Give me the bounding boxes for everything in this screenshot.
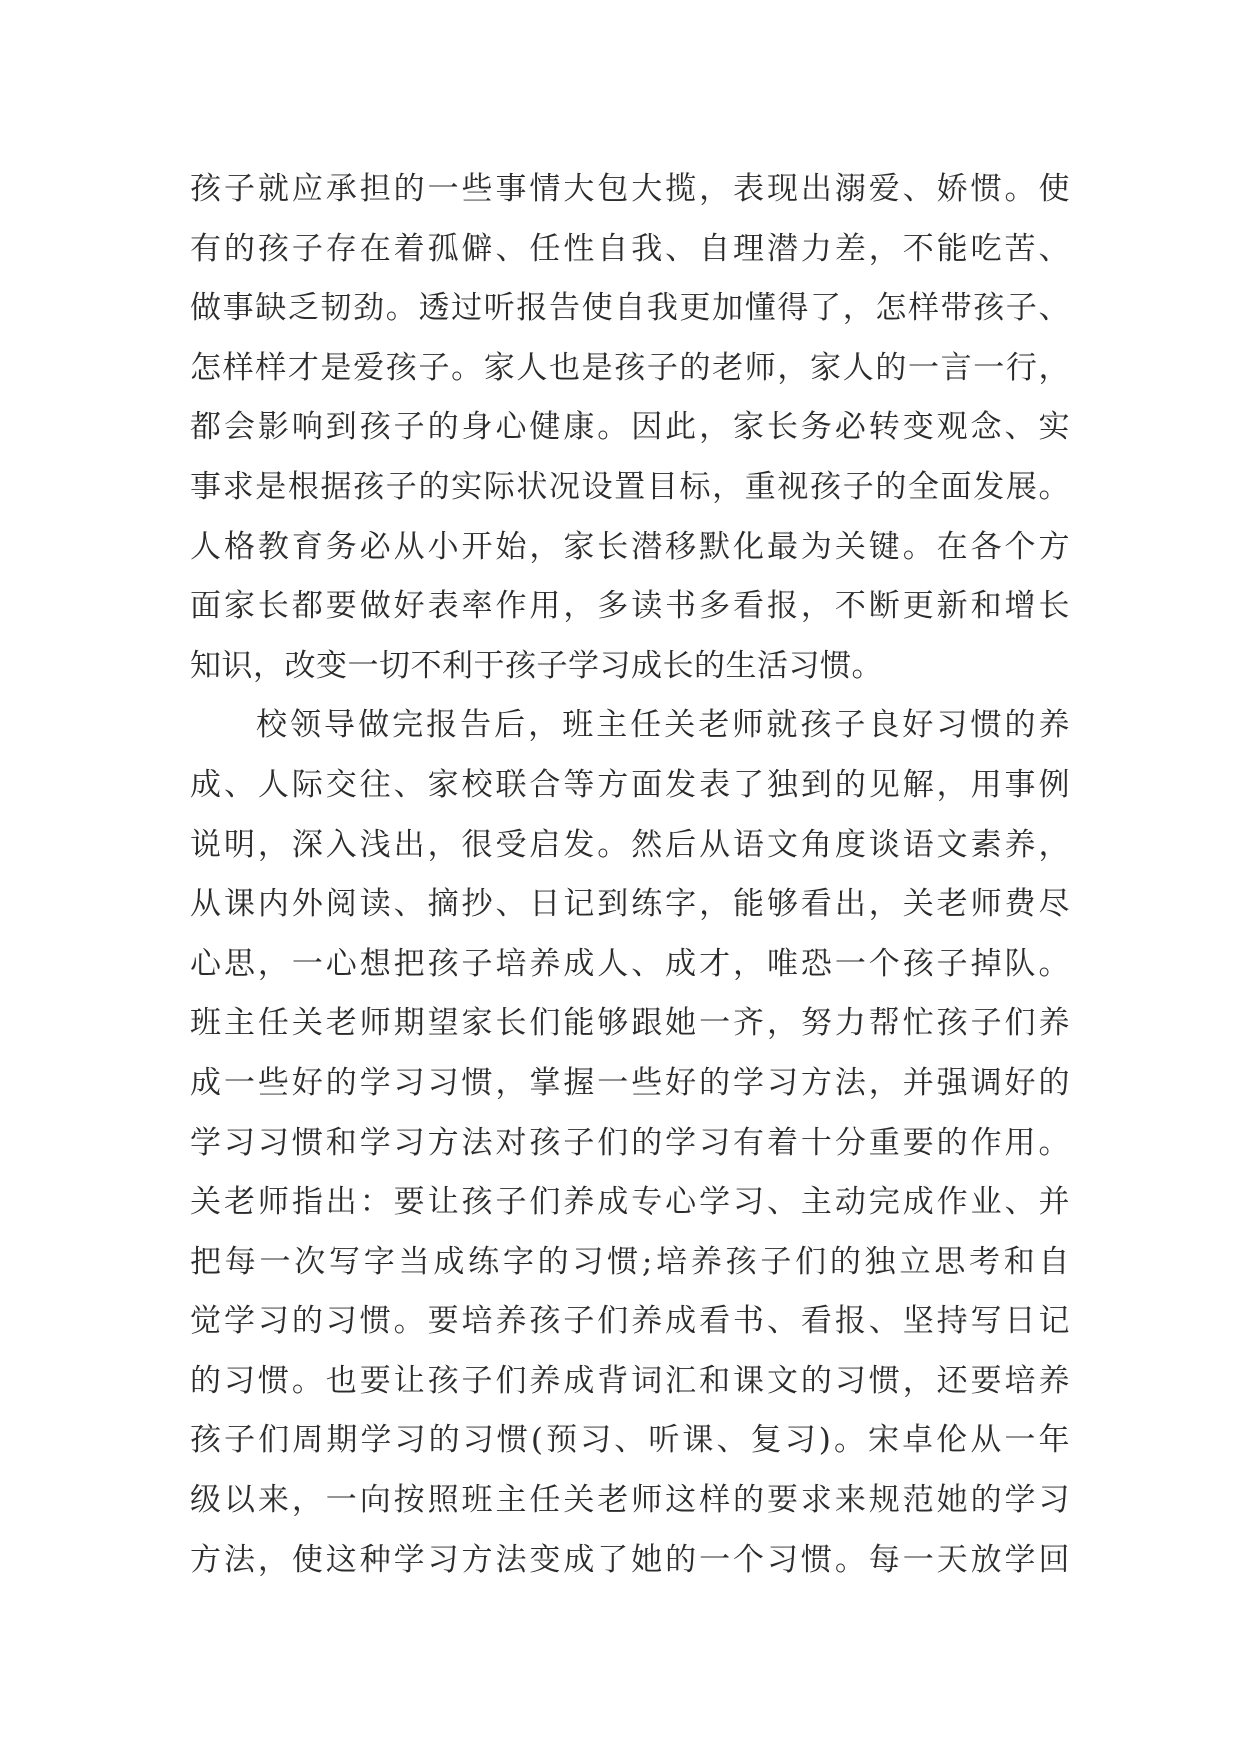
text-line-3: 做事缺乏韧劲。透过听报告使自我更加懂得了，怎样带孩子、	[190, 290, 1070, 327]
text-line-12: 说明，深入浅出，很受启发。然后从语文角度谈语文素养，	[190, 826, 1070, 863]
text-line-13: 从课内外阅读、摘抄、日记到练字，能够看出，关老师费尽	[190, 886, 1070, 923]
text-line-17: 学习习惯和学习方法对孩子们的学习有着十分重要的作用。	[190, 1124, 1070, 1161]
text-line-21: 的习惯。也要让孩子们养成背词汇和课文的习惯，还要培养	[190, 1362, 1070, 1399]
text-line-7: 人格教育务必从小开始，家长潜移默化最为关键。在各个方	[190, 528, 1070, 565]
text-line-4: 怎样样才是爱孩子。家人也是孩子的老师，家人的一言一行，	[190, 349, 1070, 386]
text-line-23: 级以来，一向按照班主任关老师这样的要求来规范她的学习	[190, 1482, 1070, 1519]
text-line-16: 成一些好的学习习惯，掌握一些好的学习方法，并强调好的	[190, 1064, 1070, 1101]
text-line-20: 觉学习的习惯。要培养孩子们养成看书、看报、坚持写日记	[190, 1303, 1070, 1340]
text-line-19: 把每一次写字当成练字的习惯;培养孩子们的独立思考和自	[190, 1243, 1070, 1280]
text-line-6: 事求是根据孩子的实际状况设置目标，重视孩子的全面发展。	[190, 468, 1070, 505]
text-line-14: 心思，一心想把孩子培养成人、成才，唯恐一个孩子掉队。	[190, 945, 1070, 982]
text-line-9: 知识，改变一切不利于孩子学习成长的生活习惯。	[190, 647, 883, 684]
text-line-8: 面家长都要做好表率作用，多读书多看报，不断更新和增长	[190, 588, 1070, 625]
text-line-2: 有的孩子存在着孤僻、任性自我、自理潜力差，不能吃苦、	[190, 230, 1070, 267]
text-line-15: 班主任关老师期望家长们能够跟她一齐，努力帮忙孩子们养	[190, 1005, 1070, 1042]
text-line-18: 关老师指出：要让孩子们养成专心学习、主动完成作业、并	[190, 1184, 1070, 1221]
text-line-24: 方法，使这种学习方法变成了她的一个习惯。每一天放学回	[190, 1541, 1070, 1578]
text-line-5: 都会影响到孩子的身心健康。因此，家长务必转变观念、实	[190, 409, 1070, 446]
text-line-22: 孩子们周期学习的习惯(预习、听课、复习)。宋卓伦从一年	[190, 1422, 1070, 1459]
text-line-1: 孩子就应承担的一些事情大包大揽，表现出溺爱、娇惯。使	[190, 171, 1070, 207]
text-line-10: 校领导做完报告后，班主任关老师就孩子良好习惯的养	[256, 707, 1070, 744]
text-line-11: 成、人际交往、家校联合等方面发表了独到的见解，用事例	[190, 766, 1070, 803]
document-body	[190, 160, 1070, 1590]
